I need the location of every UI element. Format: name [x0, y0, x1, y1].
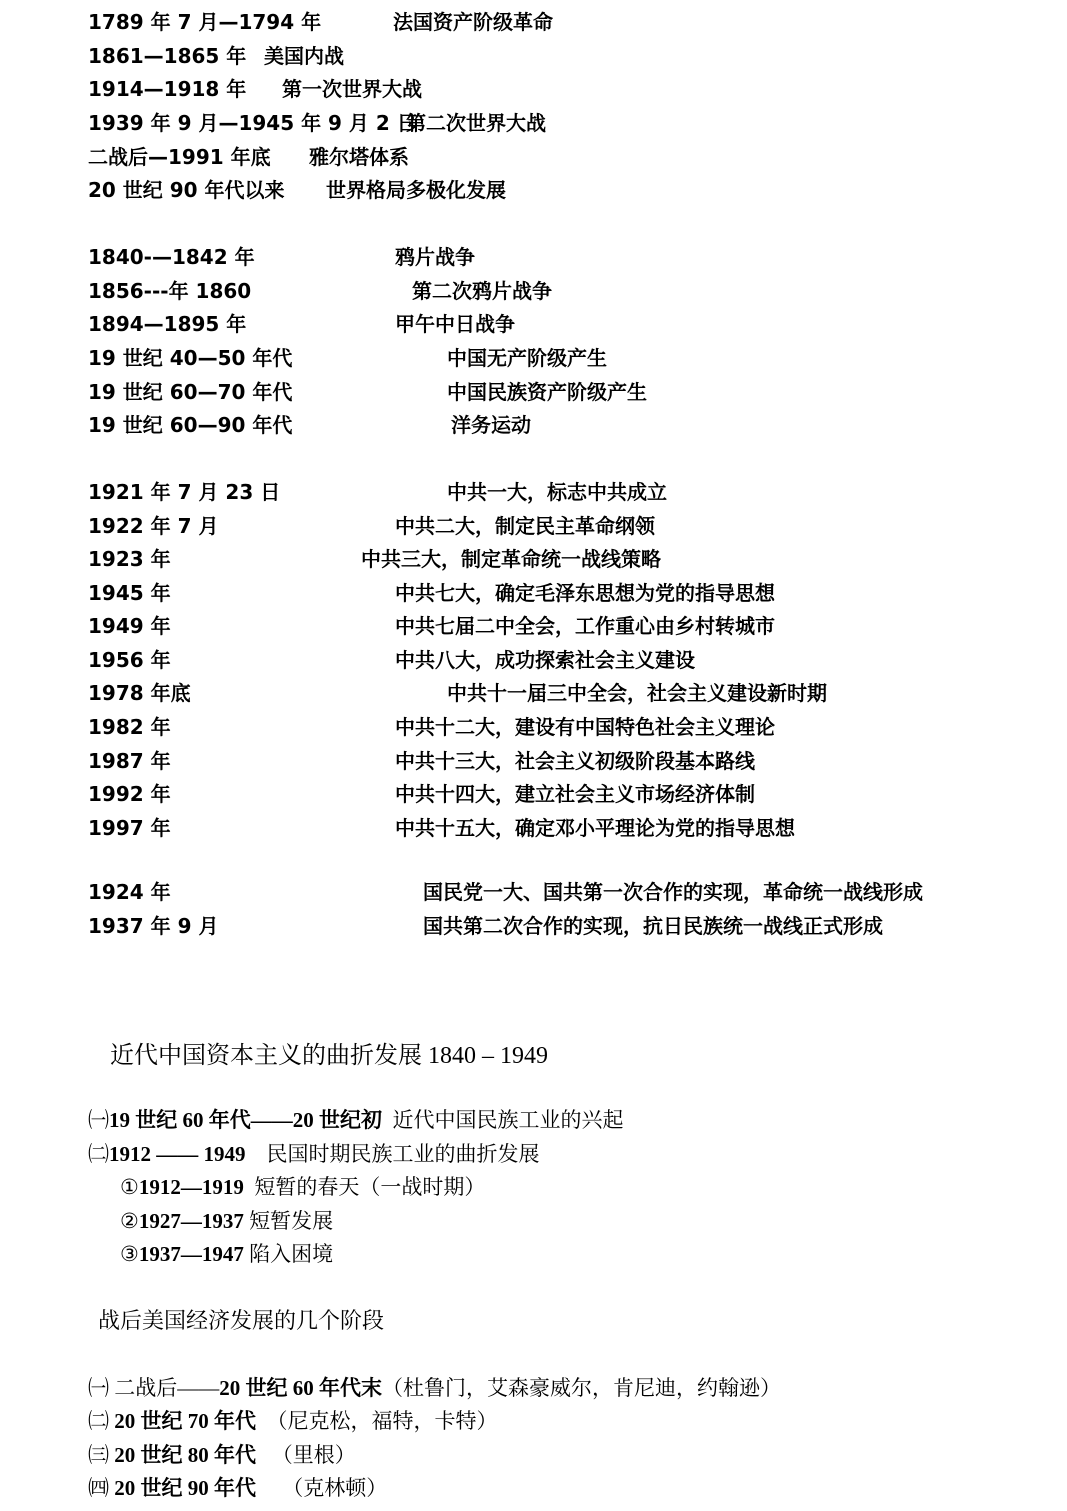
event: 中共十二大，建设有中国特色社会主义理论 — [395, 715, 775, 739]
date: 1840-—1842 年 — [88, 245, 255, 269]
prefix: 二战后—— — [114, 1376, 220, 1400]
description: 民国时期民族工业的曲折发展 — [266, 1142, 540, 1166]
event: 雅尔塔体系 — [309, 145, 409, 169]
date: 1894—1895 年 — [88, 312, 247, 336]
date: 1789 年 7 月—1794 年 — [88, 10, 322, 34]
event: 国共第二次合作的实现，抗日民族统一战线正式形成 — [423, 914, 883, 938]
period: 20 世纪 60 年代末 — [219, 1376, 382, 1400]
date: 1937 年 9 月 — [88, 914, 219, 938]
section-title: 战后美国经济发展的几个阶段 — [98, 1308, 385, 1333]
date: 1992 年 — [88, 782, 171, 806]
event: 第一次世界大战 — [282, 77, 422, 101]
list-marker: ① — [120, 1175, 139, 1199]
date: 1924 年 — [88, 880, 171, 904]
list-marker: ㈠ — [88, 1376, 109, 1400]
date: 二战后—1991 年底 — [88, 145, 271, 169]
list-marker: ㈣ — [88, 1476, 109, 1500]
period: 1927—1937 — [138, 1209, 244, 1233]
list-item — [88, 1471, 387, 1505]
event: 中共七届二中全会，工作重心由乡村转城市 — [395, 614, 775, 638]
date: 1856---年 1860 — [88, 279, 252, 303]
event: 法国资产阶级革命 — [393, 10, 553, 34]
event: 中共十五大，确定邓小平理论为党的指导思想 — [395, 816, 795, 840]
period: 19 世纪 60 年代——20 世纪初 — [109, 1108, 382, 1132]
list-item — [88, 1371, 781, 1405]
event: 中国民族资产阶级产生 — [447, 380, 647, 404]
event: 美国内战 — [264, 44, 344, 68]
event: 中共十一届三中全会，社会主义建设新时期 — [447, 681, 827, 705]
period: 20 世纪 80 年代 — [114, 1443, 256, 1467]
event: 甲午中日战争 — [395, 312, 515, 336]
period: 1912—1919 — [138, 1175, 244, 1199]
event: 第二次鸦片战争 — [412, 279, 552, 303]
date: 1861—1865 年 — [88, 44, 247, 68]
description: 陷入困境 — [249, 1242, 334, 1266]
description: 短暂的春天（一战时期） — [254, 1175, 486, 1199]
period: 20 世纪 70 年代 — [114, 1409, 256, 1433]
event: 国民党一大、国共第一次合作的实现，革命统一战线形成 — [423, 880, 923, 904]
date: 1922 年 7 月 — [88, 514, 219, 538]
event: 中共七大，确定毛泽东思想为党的指导思想 — [395, 581, 775, 605]
presidents: （克林顿） — [282, 1476, 388, 1500]
event: 中国无产阶级产生 — [447, 346, 607, 370]
event: 第二次世界大战 — [406, 111, 546, 135]
date: 1997 年 — [88, 816, 171, 840]
list-marker: ㈢ — [88, 1443, 109, 1467]
list-item — [88, 1137, 540, 1171]
list-item — [88, 1438, 356, 1472]
date: 19 世纪 60—70 年代 — [88, 380, 293, 404]
date: 19 世纪 60—90 年代 — [88, 413, 293, 437]
presidents: （杜鲁门，艾森豪威尔，肯尼迪，约翰逊） — [382, 1376, 781, 1400]
date: 19 世纪 40—50 年代 — [88, 346, 293, 370]
event: 洋务运动 — [451, 413, 531, 437]
list-marker: ③ — [120, 1242, 139, 1266]
list-item — [88, 1103, 624, 1137]
description: 近代中国民族工业的兴起 — [392, 1108, 624, 1132]
event: 中共一大，标志中共成立 — [447, 480, 667, 504]
event: 世界格局多极化发展 — [326, 178, 506, 202]
period: 20 世纪 90 年代 — [114, 1476, 256, 1500]
date: 1923 年 — [88, 547, 171, 571]
date: 1949 年 — [88, 614, 171, 638]
date: 1921 年 7 月 23 日 — [88, 480, 281, 504]
date: 1956 年 — [88, 648, 171, 672]
date: 1945 年 — [88, 581, 171, 605]
event: 中共三大，制定革命统一战线策略 — [361, 547, 661, 571]
event: 中共二大，制定民主革命纲领 — [395, 514, 655, 538]
list-marker: ② — [120, 1209, 139, 1233]
section-title: 近代中国资本主义的曲折发展 1840 – 1949 — [110, 1043, 548, 1069]
presidents: （尼克松，福特，卡特） — [266, 1409, 498, 1433]
date: 1978 年底 — [88, 681, 191, 705]
event: 中共十三大，社会主义初级阶段基本路线 — [395, 749, 755, 773]
period: 1937—1947 — [138, 1242, 244, 1266]
description: 短暂发展 — [249, 1209, 334, 1233]
event: 中共十四大，建立社会主义市场经济体制 — [395, 782, 755, 806]
period: 1912 —— 1949 — [109, 1142, 246, 1166]
date: 1987 年 — [88, 749, 171, 773]
date: 20 世纪 90 年代以来 — [88, 178, 285, 202]
list-marker: ㈠ — [88, 1108, 109, 1132]
list-item — [120, 1204, 333, 1238]
list-marker: ㈡ — [88, 1142, 109, 1166]
list-item — [120, 1237, 333, 1271]
date: 1939 年 9 月—1945 年 9 月 2 日 — [88, 111, 417, 135]
date: 1914—1918 年 — [88, 77, 247, 101]
date: 1982 年 — [88, 715, 171, 739]
presidents: （里根） — [271, 1443, 356, 1467]
event: 中共八大，成功探索社会主义建设 — [395, 648, 695, 672]
event: 鸦片战争 — [395, 245, 475, 269]
list-item — [120, 1170, 485, 1204]
list-item — [88, 1404, 498, 1438]
list-marker: ㈡ — [88, 1409, 109, 1433]
